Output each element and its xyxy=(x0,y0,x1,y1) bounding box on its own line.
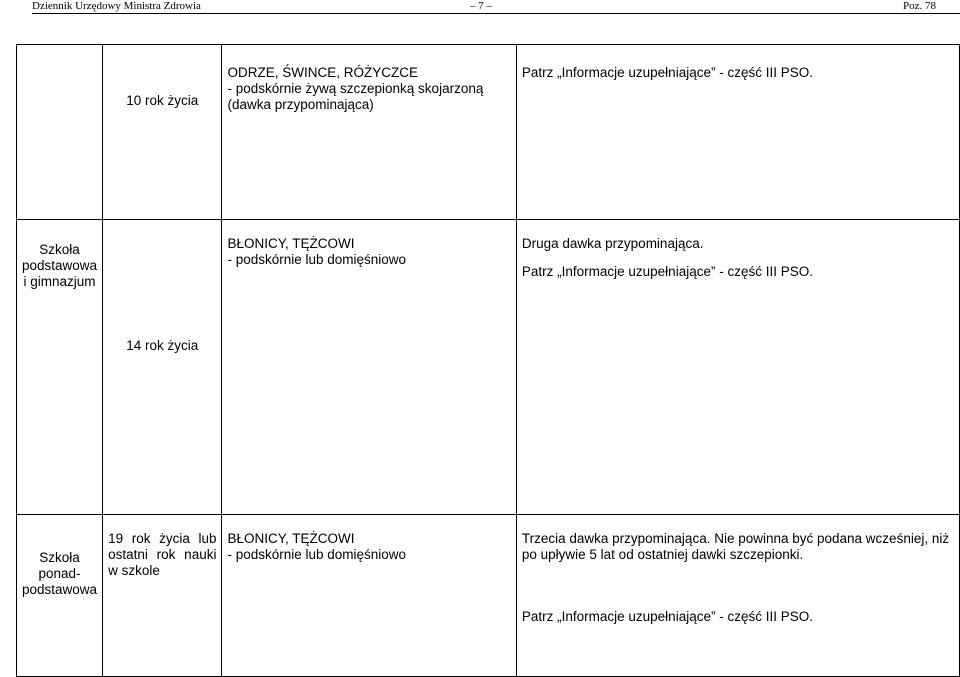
school-line: ponad- xyxy=(38,566,81,581)
vaccine-name: BŁONICY, TĘŻCOWI xyxy=(227,531,355,546)
page-number: – 7 – xyxy=(470,0,492,12)
journal-title: Dziennik Urzędowy Ministra Zdrowia xyxy=(32,0,201,12)
school-line: podstawowa xyxy=(22,582,98,597)
page-header xyxy=(0,0,960,14)
school-line: Szkoła xyxy=(39,550,80,565)
notes-cell xyxy=(516,220,959,515)
vaccine-method: - podskórnie żywą szczepionką skojarzoną xyxy=(227,81,484,96)
notes-dose: Druga dawka przypominająca. xyxy=(521,236,704,251)
vaccine-name: ODRZE, ŚWINCE, RÓŻYCZCE xyxy=(227,65,418,80)
table-row xyxy=(17,45,960,220)
age-cell xyxy=(103,515,222,677)
school-line: i gimnazjum xyxy=(23,274,96,289)
school-cell xyxy=(17,45,103,220)
vaccine-cell xyxy=(222,515,516,677)
notes-cell xyxy=(516,515,959,677)
table-row xyxy=(17,515,960,677)
vaccine-dose: (dawka przypominająca) xyxy=(227,97,374,112)
notes-dose: Trzecia dawka przypominająca. Nie powinna być podana wcześniej, niż po upływie 5 lat od ostatniej dawki szczepionki. xyxy=(521,531,950,562)
notes-reference: Patrz „Informacje uzupełniające” - część III PSO. xyxy=(521,609,813,624)
vaccine-method: - podskórnie lub domięśniowo xyxy=(227,547,407,562)
vaccine-cell xyxy=(222,220,516,515)
age-text: 19 rok życia lub ostatni rok nauki w szkole xyxy=(108,531,217,578)
notes-reference: Patrz „Informacje uzupełniające” - część III PSO. xyxy=(521,65,813,80)
age-text: 10 rok życia xyxy=(126,93,199,108)
age-cell xyxy=(103,45,222,220)
vaccine-name: BŁONICY, TĘŻCOWI xyxy=(227,236,355,251)
school-cell xyxy=(17,515,103,677)
header-rule xyxy=(32,13,960,14)
notes-cell xyxy=(516,45,959,220)
position-number: Poz. 78 xyxy=(903,0,936,12)
school-line: podstawowa xyxy=(22,258,98,273)
school-line: Szkoła xyxy=(39,242,80,257)
vaccine-method: - podskórnie lub domięśniowo xyxy=(227,252,407,267)
table-row xyxy=(17,220,960,515)
school-cell xyxy=(17,220,103,515)
age-text: 14 rok życia xyxy=(126,338,199,353)
vaccine-cell xyxy=(222,45,516,220)
age-cell xyxy=(103,220,222,515)
notes-reference: Patrz „Informacje uzupełniające” - część III PSO. xyxy=(521,264,813,279)
vaccination-schedule-table xyxy=(16,44,960,677)
